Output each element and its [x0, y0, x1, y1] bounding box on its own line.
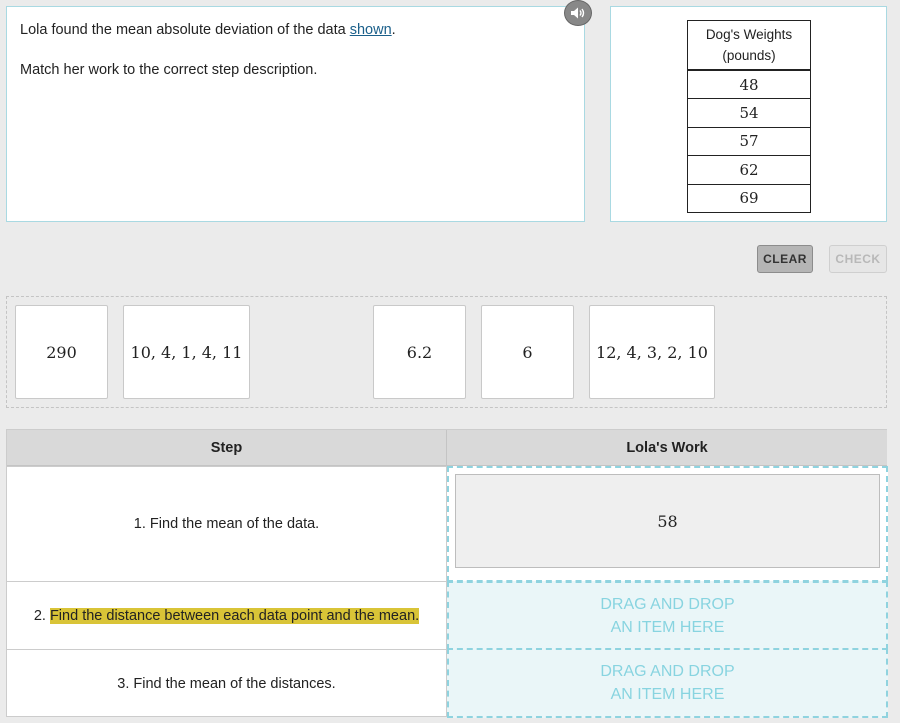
answer-tile[interactable]: 6: [481, 305, 574, 399]
table-header: Dog's Weights (pounds): [688, 21, 811, 71]
step-row-3: [7, 649, 447, 717]
answer-tile[interactable]: 290: [15, 305, 108, 399]
data-table-panel: [610, 6, 887, 222]
prompt-line-2: Match her work to the correct step description.: [20, 62, 318, 78]
placeholder-line-2: AN ITEM HERE: [610, 686, 725, 703]
placeholder-line-1: DRAG AND DROP: [600, 595, 735, 613]
clear-button[interactable]: CLEAR: [757, 245, 813, 273]
answer-tile[interactable]: 6.2: [373, 305, 466, 399]
prompt-text: Lola found the mean absolute deviation of the data: [20, 22, 350, 38]
question-prompt-panel: [6, 6, 585, 222]
placeholder-line-2: AN ITEM HERE: [610, 618, 725, 636]
table-cell: 69: [688, 184, 811, 213]
answer-tile[interactable]: 10, 4, 1, 4, 11: [123, 305, 250, 399]
step-text: Find the mean of the data.: [149, 516, 320, 532]
step-text-highlighted: Find the distance between each data point and the mean.: [49, 607, 420, 624]
drop-zone-placeholder: [600, 660, 734, 706]
table-cell: 48: [688, 70, 811, 99]
matching-table: [6, 429, 887, 717]
step-row-2: [7, 581, 447, 649]
placed-answer-tile[interactable]: 58: [455, 474, 880, 568]
drop-zone-2[interactable]: [447, 581, 888, 650]
drop-zone-3[interactable]: [447, 648, 888, 718]
table-cell: 57: [688, 127, 811, 156]
step-text: Find the mean of the distances.: [133, 675, 336, 692]
audio-button[interactable]: [564, 0, 592, 26]
check-button[interactable]: CHECK: [829, 245, 887, 273]
shown-link[interactable]: shown: [349, 22, 392, 38]
work-column-header: Lola's Work: [447, 430, 887, 466]
answer-tile[interactable]: 12, 4, 3, 2, 10: [589, 305, 715, 399]
answer-bank: [6, 296, 887, 408]
table-cell: 54: [688, 99, 811, 128]
prompt-period: .: [391, 22, 396, 38]
drop-zone-placeholder: [600, 593, 734, 639]
step-number: 3.: [117, 675, 130, 692]
step-number: 1.: [133, 516, 146, 532]
step-number: 2.: [33, 607, 46, 624]
speaker-icon: [570, 6, 586, 20]
step-column-header: Step: [7, 430, 447, 466]
placeholder-line-1: DRAG AND DROP: [600, 663, 735, 680]
dog-weights-table: [687, 20, 811, 213]
prompt-line-1: [20, 21, 571, 39]
drop-zone-1[interactable]: [447, 466, 888, 582]
step-row-1: [7, 466, 447, 581]
table-cell: 62: [688, 156, 811, 185]
